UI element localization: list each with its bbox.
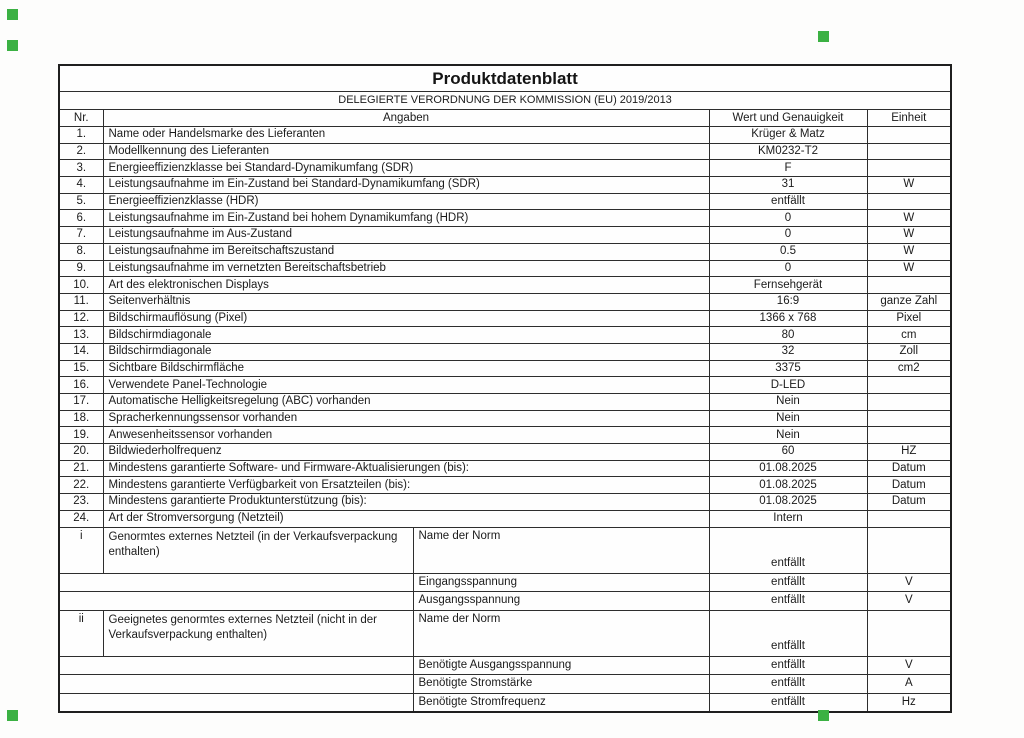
row-nr: 10. (59, 277, 103, 294)
empty-cell (59, 592, 413, 611)
row-nr: 14. (59, 343, 103, 360)
row-unit (867, 510, 951, 527)
row-value: 1366 x 768 (709, 310, 867, 327)
row-label: Energieeffizienzklasse (HDR) (103, 193, 709, 210)
table-row (59, 327, 951, 344)
row-value: 60 (709, 444, 867, 461)
row-unit (867, 277, 951, 294)
row-value: 0.5 (709, 243, 867, 260)
group-sub-unit: A (867, 675, 951, 694)
group-sub-unit: Hz (867, 693, 951, 712)
green-marker-square (7, 9, 18, 20)
row-unit: Pixel (867, 310, 951, 327)
table-row (59, 227, 951, 244)
table-row (59, 210, 951, 227)
row-unit: Datum (867, 494, 951, 511)
row-nr: 4. (59, 177, 103, 194)
row-unit: HZ (867, 444, 951, 461)
group-row-ii (59, 610, 951, 656)
row-label: Mindestens garantierte Software- und Firmware-Aktualisierungen (bis): (103, 460, 709, 477)
row-label: Energieeffizienzklasse bei Standard-Dynamikumfang (SDR) (103, 160, 709, 177)
group-sub-value: entfällt (709, 693, 867, 712)
group-nr: i (59, 527, 103, 573)
row-value: 01.08.2025 (709, 494, 867, 511)
row-label: Leistungsaufnahme im vernetzten Bereitschaftsbetrieb (103, 260, 709, 277)
page-title: Produktdatenblatt (59, 65, 951, 92)
group-sub-unit: V (867, 656, 951, 675)
row-label: Anwesenheitssensor vorhanden (103, 427, 709, 444)
group-sub-row (59, 675, 951, 694)
empty-cell (59, 675, 413, 694)
table-row (59, 343, 951, 360)
table-row (59, 177, 951, 194)
row-unit: W (867, 243, 951, 260)
col-header-nr: Nr. (59, 110, 103, 127)
row-nr: 24. (59, 510, 103, 527)
row-value: 3375 (709, 360, 867, 377)
row-label: Bildschirmauflösung (Pixel) (103, 310, 709, 327)
table-row (59, 277, 951, 294)
table-row (59, 160, 951, 177)
group-sub-row (59, 573, 951, 592)
green-marker-square (7, 40, 18, 51)
row-label: Spracherkennungssensor vorhanden (103, 410, 709, 427)
row-nr: 3. (59, 160, 103, 177)
table-row (59, 243, 951, 260)
row-label: Leistungsaufnahme im Aus-Zustand (103, 227, 709, 244)
row-value: 01.08.2025 (709, 477, 867, 494)
row-nr: 6. (59, 210, 103, 227)
row-unit: W (867, 210, 951, 227)
row-value: Nein (709, 394, 867, 411)
group-sub-label: Ausgangsspannung (413, 592, 709, 611)
group-sub-row (59, 592, 951, 611)
table-row (59, 444, 951, 461)
empty-cell (59, 573, 413, 592)
row-value: 0 (709, 210, 867, 227)
row-unit (867, 143, 951, 160)
row-nr: 1. (59, 127, 103, 144)
col-header-wert: Wert und Genauigkeit (709, 110, 867, 127)
row-nr: 17. (59, 394, 103, 411)
row-nr: 23. (59, 494, 103, 511)
group-sub-value: entfällt (709, 573, 867, 592)
row-value: 80 (709, 327, 867, 344)
row-label: Bildwiederholfrequenz (103, 444, 709, 461)
row-nr: 8. (59, 243, 103, 260)
group-row-i (59, 527, 951, 573)
green-marker-square (818, 31, 829, 42)
group-sub-value: entfällt (709, 592, 867, 611)
table-row (59, 143, 951, 160)
group-sub-value: entfällt (709, 527, 867, 573)
row-unit: cm2 (867, 360, 951, 377)
group-sub-label: Benötigte Stromfrequenz (413, 693, 709, 712)
table-row (59, 394, 951, 411)
row-nr: 13. (59, 327, 103, 344)
row-unit: W (867, 260, 951, 277)
row-unit (867, 193, 951, 210)
row-value: Nein (709, 427, 867, 444)
group-sub-label: Eingangsspannung (413, 573, 709, 592)
row-label: Mindestens garantierte Produktunterstützung (bis): (103, 494, 709, 511)
table-row (59, 360, 951, 377)
row-unit (867, 427, 951, 444)
row-value: entfällt (709, 193, 867, 210)
row-nr: 19. (59, 427, 103, 444)
row-label: Verwendete Panel-Technologie (103, 377, 709, 394)
group-sub-label: Benötigte Ausgangsspannung (413, 656, 709, 675)
table-row (59, 410, 951, 427)
table-row (59, 260, 951, 277)
row-value: D-LED (709, 377, 867, 394)
row-nr: 16. (59, 377, 103, 394)
row-nr: 2. (59, 143, 103, 160)
group-sub-unit: V (867, 592, 951, 611)
column-header-row (59, 110, 951, 127)
row-label: Leistungsaufnahme im Ein-Zustand bei Standard-Dynamikumfang (SDR) (103, 177, 709, 194)
row-value: Krüger & Matz (709, 127, 867, 144)
row-label: Sichtbare Bildschirmfläche (103, 360, 709, 377)
row-label: Leistungsaufnahme im Bereitschaftszustand (103, 243, 709, 260)
row-unit (867, 127, 951, 144)
row-label: Name oder Handelsmarke des Lieferanten (103, 127, 709, 144)
row-nr: 22. (59, 477, 103, 494)
group-sub-value: entfällt (709, 656, 867, 675)
row-nr: 18. (59, 410, 103, 427)
green-marker-square (818, 710, 829, 721)
row-unit: cm (867, 327, 951, 344)
row-nr: 5. (59, 193, 103, 210)
group-sub-label: Name der Norm (413, 610, 709, 656)
table-row (59, 510, 951, 527)
table-row (59, 127, 951, 144)
row-nr: 11. (59, 293, 103, 310)
group-sub-label: Benötigte Stromstärke (413, 675, 709, 694)
group-sub-label: Name der Norm (413, 527, 709, 573)
row-value: 16:9 (709, 293, 867, 310)
row-unit (867, 160, 951, 177)
table-row (59, 193, 951, 210)
row-nr: 21. (59, 460, 103, 477)
row-unit: W (867, 227, 951, 244)
table-row (59, 494, 951, 511)
row-unit (867, 394, 951, 411)
row-unit: Datum (867, 460, 951, 477)
row-value: Fernsehgerät (709, 277, 867, 294)
row-unit (867, 410, 951, 427)
row-nr: 7. (59, 227, 103, 244)
row-unit: ganze Zahl (867, 293, 951, 310)
table-row (59, 460, 951, 477)
row-nr: 12. (59, 310, 103, 327)
group-sub-unit (867, 527, 951, 573)
group-sub-row (59, 656, 951, 675)
group-nr: ii (59, 610, 103, 656)
row-nr: 9. (59, 260, 103, 277)
row-label: Bildschirmdiagonale (103, 327, 709, 344)
col-header-angaben: Angaben (103, 110, 709, 127)
row-value: Intern (709, 510, 867, 527)
row-value: 01.08.2025 (709, 460, 867, 477)
group-sub-unit: V (867, 573, 951, 592)
row-unit: W (867, 177, 951, 194)
group-sub-value: entfällt (709, 675, 867, 694)
row-value: 32 (709, 343, 867, 360)
page-subtitle: DELEGIERTE VERORDNUNG DER KOMMISSION (EU) 2019/2013 (59, 92, 951, 110)
row-unit: Zoll (867, 343, 951, 360)
row-label: Bildschirmdiagonale (103, 343, 709, 360)
row-value: 0 (709, 260, 867, 277)
row-label: Art der Stromversorgung (Netzteil) (103, 510, 709, 527)
row-label: Automatische Helligkeitsregelung (ABC) vorhanden (103, 394, 709, 411)
row-value: 31 (709, 177, 867, 194)
row-label: Mindestens garantierte Verfügbarkeit von Ersatzteilen (bis): (103, 477, 709, 494)
table-row (59, 477, 951, 494)
row-unit: Datum (867, 477, 951, 494)
table-row (59, 293, 951, 310)
table-row (59, 310, 951, 327)
group-sub-unit (867, 610, 951, 656)
row-value: KM0232-T2 (709, 143, 867, 160)
group-desc: Geeignetes genormtes externes Netzteil (nicht in der Verkaufsverpackung enthalten) (103, 610, 413, 656)
group-sub-value: entfällt (709, 610, 867, 656)
row-unit (867, 377, 951, 394)
row-value: 0 (709, 227, 867, 244)
row-label: Leistungsaufnahme im Ein-Zustand bei hohem Dynamikumfang (HDR) (103, 210, 709, 227)
green-marker-square (7, 710, 18, 721)
row-label: Seitenverhältnis (103, 293, 709, 310)
row-nr: 20. (59, 444, 103, 461)
row-label: Modellkennung des Lieferanten (103, 143, 709, 160)
row-value: F (709, 160, 867, 177)
group-desc: Genormtes externes Netzteil (in der Verkaufsverpackung enthalten) (103, 527, 413, 573)
row-label: Art des elektronischen Displays (103, 277, 709, 294)
table-row (59, 427, 951, 444)
table-row (59, 377, 951, 394)
row-nr: 15. (59, 360, 103, 377)
empty-cell (59, 693, 413, 712)
row-value: Nein (709, 410, 867, 427)
product-datasheet-table (58, 64, 952, 713)
col-header-einheit: Einheit (867, 110, 951, 127)
empty-cell (59, 656, 413, 675)
